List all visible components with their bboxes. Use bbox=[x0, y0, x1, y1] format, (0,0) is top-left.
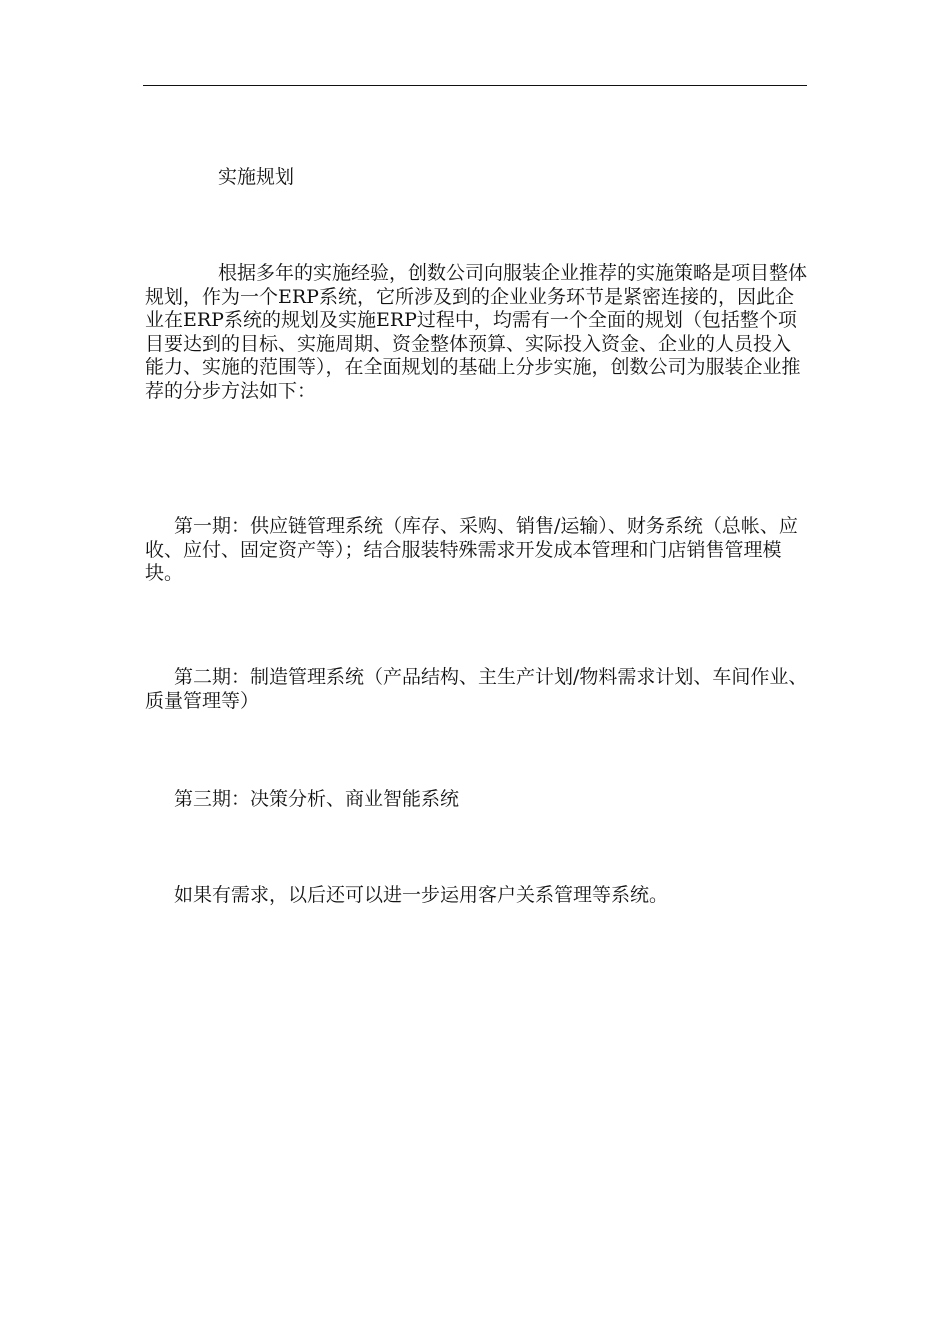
phase-one-paragraph: 第一期：供应链管理系统（库存、采购、销售/运输）、财务系统（总帐、应收、应付、固定资产等）；结合服装特殊需求开发成本管理和门店销售管理模块。 bbox=[145, 515, 798, 584]
closing-paragraph: 如果有需求，以后还可以进一步运用客户关系管理等系统。 bbox=[174, 884, 669, 906]
intro-paragraph: 根据多年的实施经验，创数公司向服装企业推荐的实施策略是项目整体规划，作为一个ERP系统，它所涉及到的企业业务环节是紧密连接的，因此企业在ERP系统的规划及实施ERP过程中，均需有一个全面的规划（包括整个项目要达到的目标、实施周期、资金整体预算、实际投入资金、企业的人员投入能力、实施的范围等），在全面规划的基础上分步实施，创数公司为服装企业推荐的分步方法如下： bbox=[145, 262, 808, 402]
phase-two-paragraph: 第二期：制造管理系统（产品结构、主生产计划/物料需求计划、车间作业、质量管理等） bbox=[145, 666, 808, 712]
section-heading: 实施规划 bbox=[218, 166, 295, 188]
phase-three-paragraph: 第三期：决策分析、商业智能系统 bbox=[174, 788, 460, 810]
header-rule bbox=[143, 85, 807, 86]
